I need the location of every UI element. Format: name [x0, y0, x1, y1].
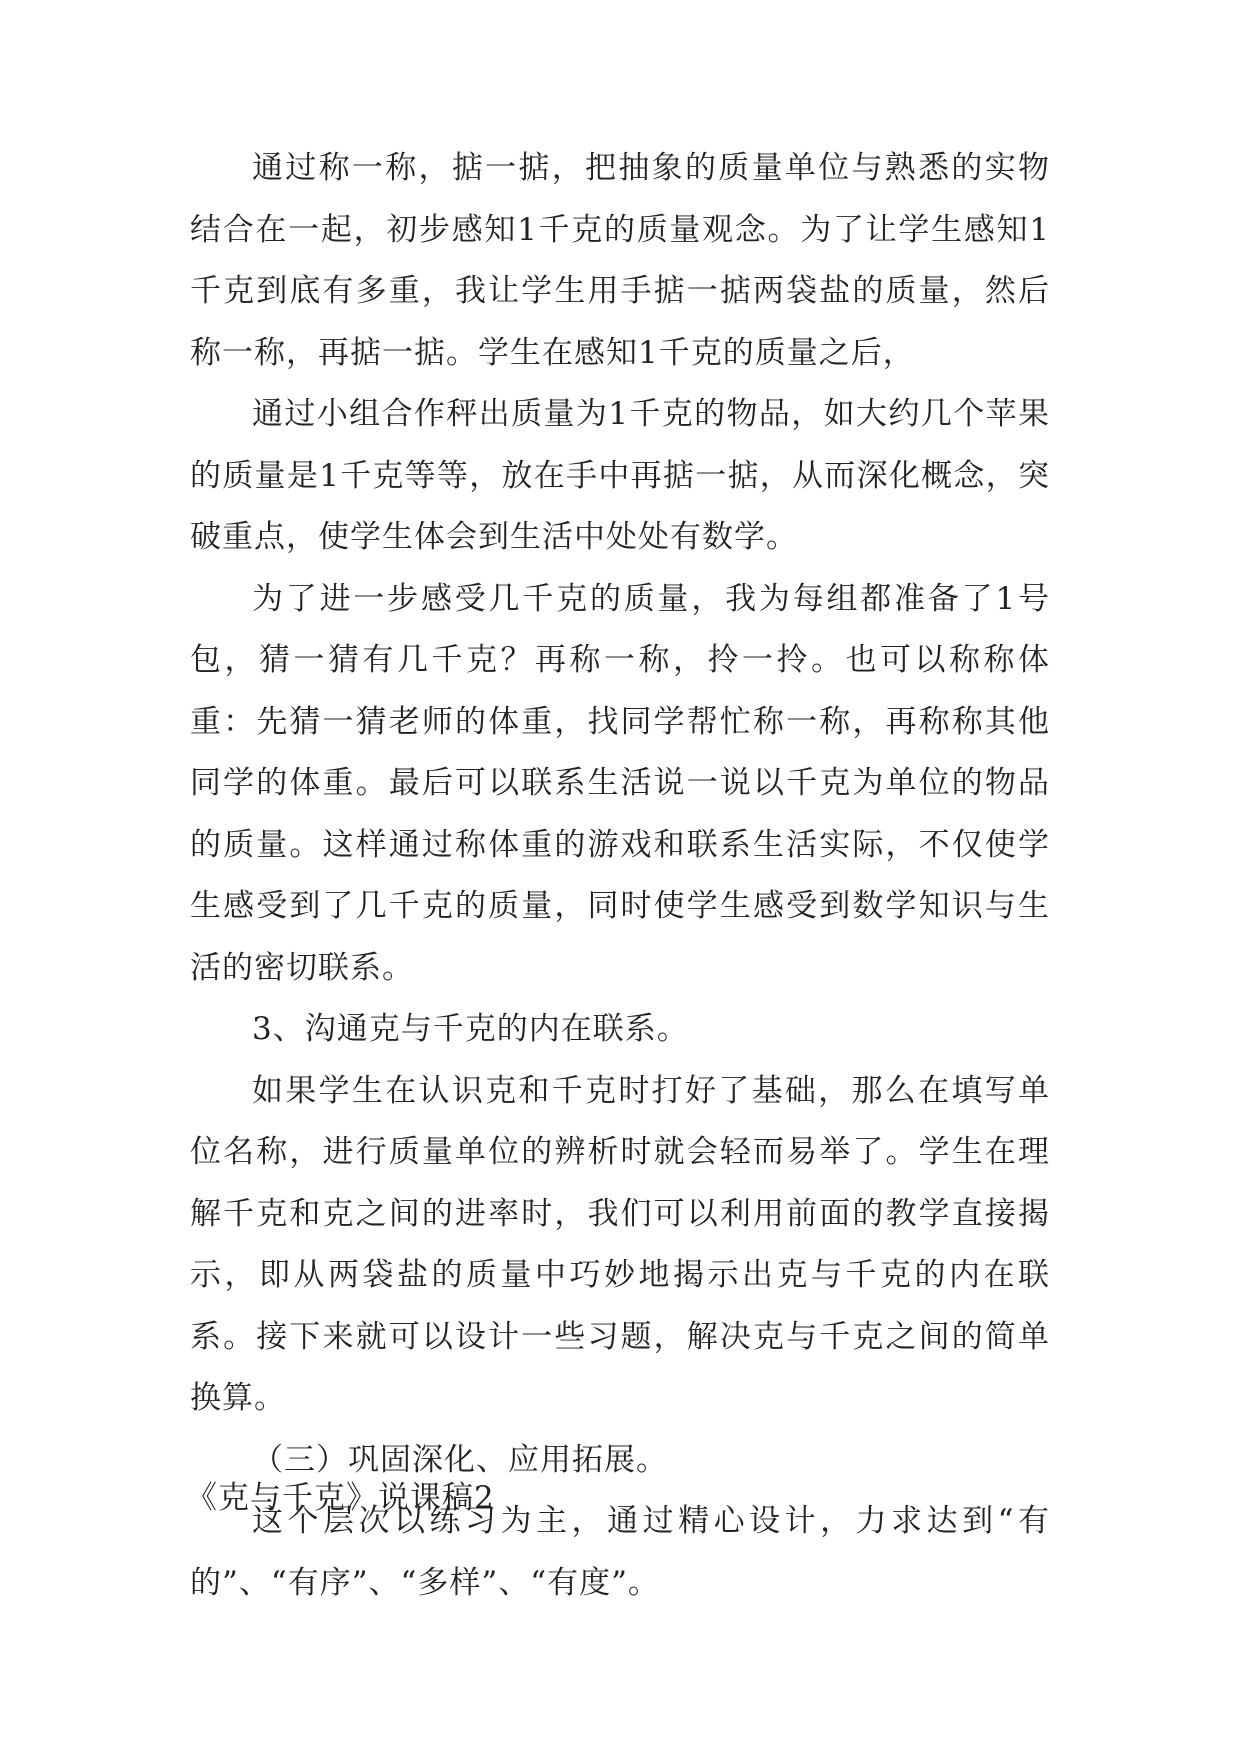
section-title: 《克与千克》说课稿2 [186, 1480, 495, 1516]
paragraph-2: 通过小组合作秤出质量为1千克的物品，如大约几个苹果的质量是1千克等等，放在手中再掂一掂，从而深化概念，突破重点，使学生体会到生活中处处有数学。 [190, 396, 1050, 555]
paragraph-7: 这个层次以练习为主，通过精心设计，力求达到“有的”、“有序”、“多样”、“有度”。 [190, 1503, 1050, 1601]
body-text [190, 138, 1050, 1614]
paragraph-5: 如果学生在认识克和千克时打好了基础，那么在填写单位名称，进行质量单位的辨析时就会轻而易举了。学生在理解千克和克之间的进率时，我们可以利用前面的教学直接揭示，即从两袋盐的质量中巧妙地揭示出克与千克的内在联系。接下来就可以设计一些习题，解决克与千克之间的简单换算。 [190, 1072, 1050, 1416]
paragraph-4: 3、沟通克与千克的内在联系。 [252, 1011, 689, 1047]
paragraph-1: 通过称一称，掂一掂，把抽象的质量单位与熟悉的实物结合在一起，初步感知1千克的质量观念。为了让学生感知1千克到底有多重，我让学生用手掂一掂两袋盐的质量，然后称一称，再掂一掂。学生在感知1千克的质量之后， [190, 150, 1050, 371]
paragraph-6: （三）巩固深化、应用拓展。 [252, 1441, 668, 1478]
paragraph-3: 为了进一步感受几千克的质量，我为每组都准备了1号包，猜一猜有几千克？再称一称，拎一拎。也可以称称体重：先猜一猜老师的体重，找同学帮忙称一称，再称称其他同学的体重。最后可以联系生活说一说以千克为单位的物品的质量。这样通过称体重的游戏和联系生活实际，不仅使学生感受到了几千克的质量，同时使学生感受到数学知识与生活的密切联系。 [190, 580, 1050, 986]
